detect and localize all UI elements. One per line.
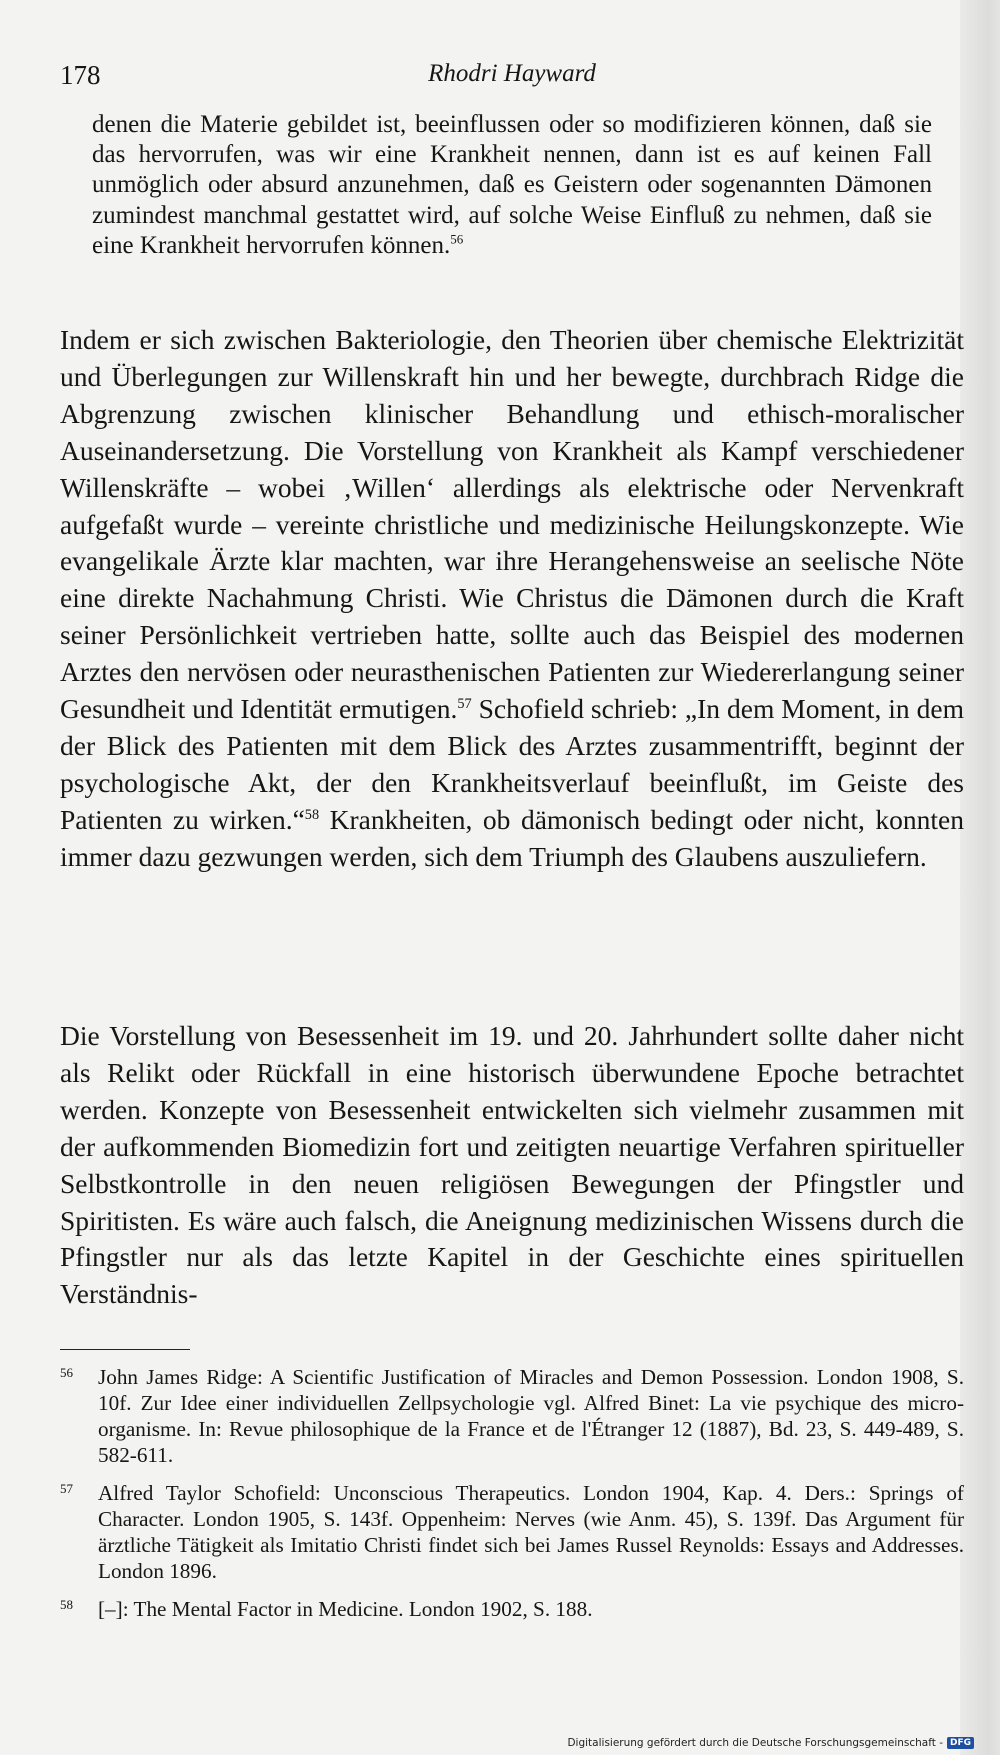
running-head: Rhodri Hayward (428, 60, 596, 87)
footnote-ref-58[interactable]: 58 (304, 806, 320, 823)
footnote-ref-57[interactable]: 57 (457, 695, 472, 712)
page-header (60, 60, 964, 100)
paragraph-1-part-3: Krankheiten, ob dämonisch bedingt oder nicht, konnten immer dazu gezwungen werden, sich dem Triumph des Glaubens auszuliefern. (60, 803, 965, 872)
block-quote-text: denen die Materie gebildet ist, beeinflussen oder so modifizieren können, daß sie das hervorrufen, was wir eine Krankheit nennen, dann ist es auf keinen Fall unmöglich oder absurd anzunehmen, daß es Geistern oder sogenannten Dämonen zumindest manchmal gestattet wird, auf solche Weise Einfluß zu nehmen, daß sie eine Krankheit hervorrufen können. (92, 111, 932, 259)
footnote-number: 56 (60, 1365, 73, 1380)
footnote-text: John James Ridge: A Scientific Justification of Miracles and Demon Possession. London 1908, S. 10f. Zur Idee einer individuellen Zellpsychologie vgl. Alfred Binet: La vie psychique des micro-organisme. In: Revue philosophique de la France et de l'Étranger 12 (1887), Bd. 23, S. 449-489, S. 582-611. (98, 1365, 964, 1467)
facing-page-edge (960, 0, 1000, 1755)
footnote-text: Alfred Taylor Schofield: Unconscious Therapeutics. London 1904, Kap. 4. Ders.: Springs of Character. London 1905, S. 143f. Oppenheim: Nerves (wie Anm. 45), S. 139f. Das Argument für ärztliche Tätigkeit als Imitatio Christi findet sich bei James Russel Reynolds: Essays and Addresses. London 1896. (98, 1481, 964, 1583)
digitization-credit (567, 1737, 974, 1749)
body-paragraph-1 (60, 322, 964, 876)
footnote-number: 58 (60, 1597, 73, 1612)
dfg-logo-icon: DFG (947, 1737, 974, 1749)
paragraph-1-part-1: Indem er sich zwischen Bakteriologie, den Theorien über chemische Elektrizität und Überlegungen zur Willenskraft hin und her bewegte, durchbrach Ridge die Abgrenzung zwischen klinischer Behandlung und ethisch-moralischer Auseinandersetzung. Die Vorstellung von Krankheit als Kampf verschiedener Willenskräfte – wobei ‚Willen‘ allerdings als elektrische oder Nervenkraft aufgefaßt wurde – vereinte christliche und medizinische Heilungskonzepte. Wie evangelikale Ärzte klar machten, war ihre Herangehensweise an seelische Nöte eine direkte Nachahmung Christi. Wie Christus die Dämonen durch die Kraft seiner Persönlichkeit vertrieben hatte, sollte auch das Beispiel des modernen Arztes den nervösen oder neurasthenischen Patienten zur Wiedererlangung seiner Gesundheit und Identität ermutigen. (60, 324, 964, 725)
footnote-56 (60, 1364, 964, 1468)
footnote-ref-56[interactable]: 56 (450, 231, 464, 247)
credit-text: Digitalisierung gefördert durch die Deutsche Forschungsgemeinschaft - (567, 1737, 943, 1749)
block-quote (92, 110, 932, 261)
footnote-separator (60, 1349, 190, 1350)
paragraph-1-part-2: Schofield schrieb: „In dem Moment, in dem der Blick des Patienten mit dem Blick des Arztes zusammentrifft, beginnt der psychologische Akt, der den Krankheitsverlauf beeinflußt, im Geiste des Patienten zu wirken.“ (60, 693, 964, 835)
footnote-57 (60, 1480, 964, 1584)
paragraph-2-text: Die Vorstellung von Besessenheit im 19. und 20. Jahrhundert sollte daher nicht als Relikt oder Rückfall in eine historisch überwundene Epoche betrachtet werden. Konzepte von Besessenheit entwickelten sich vielmehr zusammen mit der aufkommenden Biomedizin fort und zeitigten neuartige Verfahren spiritueller Selbstkontrolle in den neuen religiösen Bewegungen der Pfingstler und Spiritisten. Es wäre auch falsch, die Aneignung medizinischen Wissens durch die Pfingstler nur als das letzte Kapitel in der Geschichte eines spirituellen Verständnis- (60, 1020, 964, 1310)
page-number: 178 (60, 60, 101, 90)
footnote-58 (60, 1596, 964, 1622)
body-paragraph-2 (60, 1018, 964, 1313)
footnote-text: [–]: The Mental Factor in Medicine. London 1902, S. 188. (98, 1597, 593, 1621)
footnote-number: 57 (60, 1481, 73, 1496)
